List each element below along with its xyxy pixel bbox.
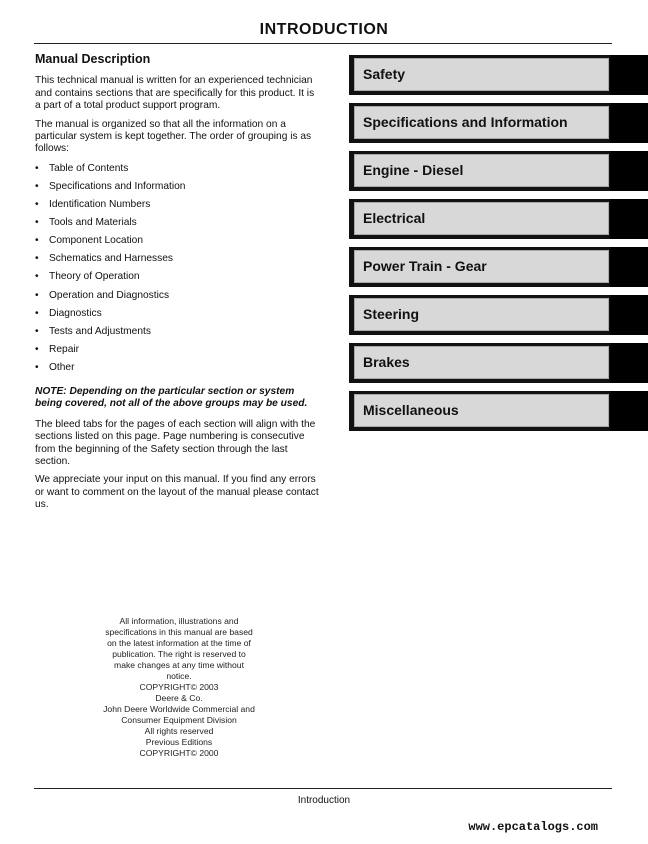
- tab-brakes[interactable]: [349, 343, 648, 383]
- tab-face: [354, 202, 609, 235]
- tab-label: Safety: [363, 66, 406, 82]
- website-link[interactable]: www.epcatalogs.com: [468, 820, 598, 834]
- list-item: • Tests and Adjustments: [35, 326, 320, 344]
- list-item: • Table of Contents: [35, 163, 320, 181]
- tab-face: [354, 154, 609, 187]
- copyright-line: COPYRIGHT© 2000: [139, 748, 219, 758]
- tab-label: Electrical: [363, 210, 426, 226]
- tab-miscellaneous[interactable]: [349, 391, 648, 431]
- section-tabs: [349, 55, 648, 439]
- footer-section-label: Introduction: [297, 795, 351, 806]
- tab-electrical[interactable]: [349, 199, 648, 239]
- tab-steering[interactable]: [349, 295, 648, 335]
- bleed-tab: [610, 295, 648, 335]
- copyright-line: publication. The right is reserved to: [112, 649, 246, 659]
- copyright-line: specifications in this manual are based: [105, 627, 253, 637]
- bleed-tab: [610, 151, 648, 191]
- header-rule: [34, 43, 612, 44]
- copyright-line: notice.: [166, 671, 192, 681]
- manual-description: [35, 53, 320, 518]
- tab-label: Specifications and Information: [363, 114, 568, 130]
- copyright-line: All information, illustrations and: [119, 616, 239, 626]
- tab-label: Miscellaneous: [363, 402, 459, 418]
- tab-power-train-gear[interactable]: [349, 247, 648, 287]
- section-heading: Manual Description: [35, 52, 151, 66]
- list-item: • Identification Numbers: [35, 199, 320, 217]
- bleed-tab: [610, 55, 648, 95]
- copyright-line: Consumer Equipment Division: [121, 715, 237, 725]
- tab-face: [354, 298, 609, 331]
- tab-face: [354, 106, 609, 139]
- list-item: • Schematics and Harnesses: [35, 253, 320, 271]
- note-text: NOTE: Depending on the particular section or system being covered, not all of the above groups may be used.: [35, 385, 308, 410]
- list-item: • Other: [35, 362, 320, 380]
- footer-rule: [34, 788, 612, 789]
- tab-label: Steering: [363, 306, 420, 322]
- intro-paragraph: This technical manual is written for an experienced technician and contains sections that are specifically for this product. It is a part of a total product support program.: [35, 75, 315, 112]
- list-item: • Specifications and Information: [35, 181, 320, 199]
- bleed-tab: [610, 247, 648, 287]
- feedback-paragraph: We appreciate your input on this manual. If you find any errors or want to comment on the layout of the manual please contact us.: [35, 474, 319, 511]
- bleed-tabs-paragraph: The bleed tabs for the pages of each section will align with the sections listed on this page. Page numbering is consecutive from the beginning of the Safety section through the last section.: [35, 418, 316, 467]
- tab-face: [354, 58, 609, 91]
- tab-engine-diesel[interactable]: [349, 151, 648, 191]
- bleed-tab: [610, 343, 648, 383]
- list-item: • Repair: [35, 344, 320, 362]
- bleed-tab: [610, 391, 648, 431]
- copyright-line: All rights reserved: [144, 726, 214, 736]
- tab-face: [354, 250, 609, 283]
- copyright-line: on the latest information at the time of: [107, 638, 251, 648]
- group-list: [35, 163, 320, 380]
- list-item: • Theory of Operation: [35, 271, 320, 289]
- copyright-line: John Deere Worldwide Commercial and: [103, 704, 255, 714]
- bleed-tab: [610, 103, 648, 143]
- tab-specifications[interactable]: [349, 103, 648, 143]
- list-item: • Component Location: [35, 235, 320, 253]
- tab-face: [354, 394, 609, 427]
- list-item: • Diagnostics: [35, 308, 320, 326]
- tab-label: Power Train - Gear: [363, 258, 487, 274]
- tab-label: Engine - Diesel: [363, 162, 464, 178]
- copyright-line: make changes at any time without: [114, 660, 244, 670]
- tab-safety[interactable]: [349, 55, 648, 95]
- bleed-tab: [610, 199, 648, 239]
- copyright-line: Previous Editions: [145, 737, 213, 747]
- tab-label: Brakes: [363, 354, 410, 370]
- organization-paragraph: The manual is organized so that all the information on a particular system is kept together. The order of grouping is as follows:: [35, 118, 312, 155]
- list-item: • Operation and Diagnostics: [35, 290, 320, 308]
- copyright-block: [98, 616, 260, 759]
- tab-face: [354, 346, 609, 379]
- copyright-line: COPYRIGHT© 2003: [139, 682, 219, 692]
- page-title: INTRODUCTION: [259, 21, 389, 38]
- copyright-line: Deere & Co.: [155, 693, 203, 703]
- list-item: • Tools and Materials: [35, 217, 320, 235]
